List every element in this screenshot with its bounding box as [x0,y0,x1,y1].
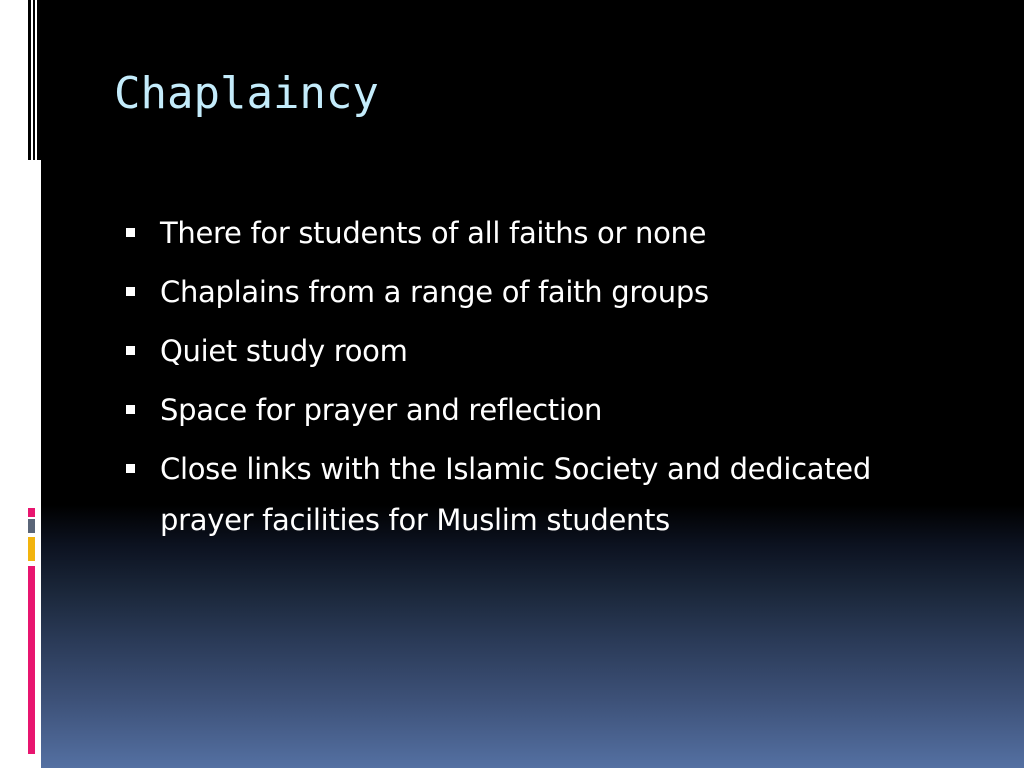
square-bullet-icon [126,228,135,237]
decorative-bars [28,0,41,768]
accent-block-gray [28,519,35,533]
bullet-text: Close links with the Islamic Society and dedicated prayer facilities for Muslim students [160,452,871,537]
slide-title: Chaplaincy [114,68,379,119]
square-bullet-icon [126,287,135,296]
bullet-text: There for students of all faiths or none [160,216,707,250]
bullet-text: Quiet study room [160,334,408,368]
bullet-item [124,208,884,259]
decorative-bar [37,0,41,160]
square-bullet-icon [126,405,135,414]
bullet-item [124,385,884,436]
bullet-text: Chaplains from a range of faith groups [160,275,709,309]
bullet-text: Space for prayer and reflection [160,393,603,427]
decorative-bar [28,0,31,160]
bullet-item [124,444,884,546]
accent-bar-pink [28,566,35,754]
accent-block-pink [28,508,35,517]
square-bullet-icon [126,346,135,355]
decorative-bar [33,0,35,160]
bullet-item [124,326,884,377]
accent-block-gold [28,537,35,561]
square-bullet-icon [126,464,135,473]
bullet-list [124,208,884,554]
bullet-item [124,267,884,318]
